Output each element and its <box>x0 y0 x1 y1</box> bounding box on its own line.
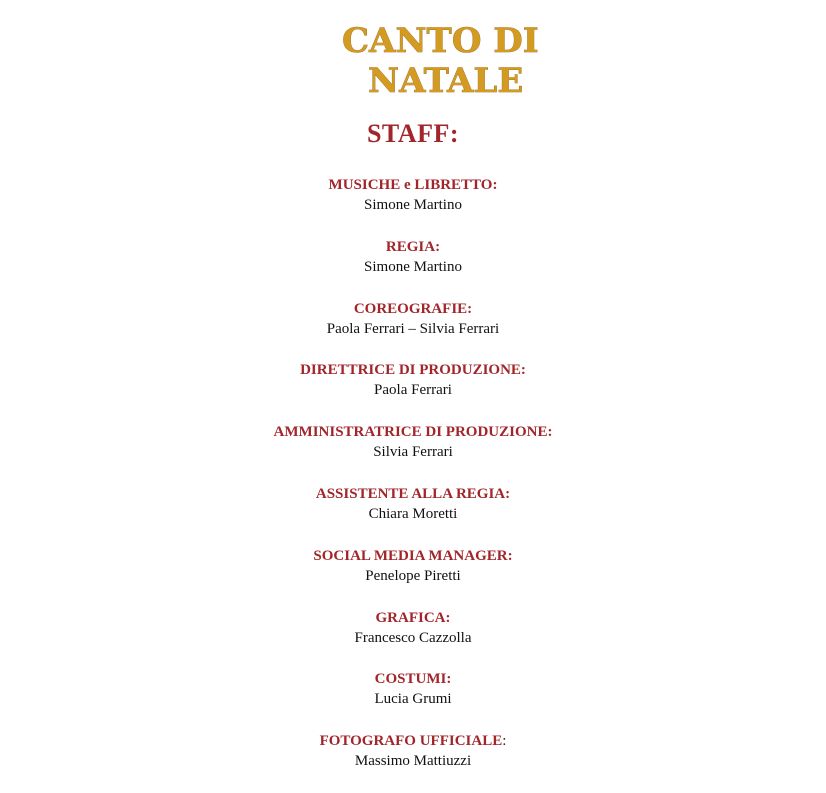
staff-entry-fotografo <box>0 731 826 793</box>
person-name: Silvia Ferrari <box>373 444 453 461</box>
role-label: COSTUMI: <box>374 671 452 688</box>
staff-entry-coreografie <box>0 299 826 361</box>
role-label: COREOGRAFIE: <box>353 300 473 317</box>
role-label <box>0 731 826 751</box>
staff-entry-social <box>0 546 826 608</box>
role-label: SOCIAL MEDIA MANAGER: <box>313 547 513 564</box>
staff-list <box>0 175 826 793</box>
canto-di-natale-logo <box>338 12 539 101</box>
staff-entry-amministratrice <box>0 422 826 484</box>
person-name: Penelope Piretti <box>365 567 461 584</box>
role-label: MUSICHE e LIBRETTO: <box>328 177 498 193</box>
role-label: DIRETTRICE DI PRODUZIONE: <box>300 362 526 379</box>
role-label: GRAFICA: <box>375 609 451 626</box>
person-name: Simone Martino <box>364 197 462 213</box>
role-label-colon: : <box>502 733 507 750</box>
person-name: Paola Ferrari <box>374 382 452 399</box>
page-title: STAFF: <box>366 119 460 148</box>
staff-entry-grafica <box>0 608 826 670</box>
role-label: ASSISTENTE ALLA REGIA: <box>315 485 511 502</box>
role-label-text: FOTOGRAFO UFFICIALE <box>319 733 503 750</box>
person-name: Paola Ferrari – Silvia Ferrari <box>326 320 500 337</box>
person-name: Lucia Grumi <box>374 691 452 708</box>
person-name: Simone Martino <box>364 258 462 275</box>
logo-line-2: NATALE <box>368 61 524 101</box>
role-label: REGIA: <box>385 238 441 255</box>
logo-line-1: CANTO DI <box>342 21 539 61</box>
role-label: AMMINISTRATRICE DI PRODUZIONE: <box>273 424 553 441</box>
person-name: Francesco Cazzolla <box>354 629 472 646</box>
staff-entry-regia <box>0 237 826 299</box>
staff-entry-assistente <box>0 484 826 546</box>
person-name: Massimo Mattiuzzi <box>354 753 472 770</box>
staff-entry-costumi <box>0 669 826 731</box>
logo-graphic <box>338 12 539 101</box>
staff-entry-musiche <box>0 175 826 237</box>
staff-entry-direttrice <box>0 360 826 422</box>
person-name: Chiara Moretti <box>368 505 458 522</box>
